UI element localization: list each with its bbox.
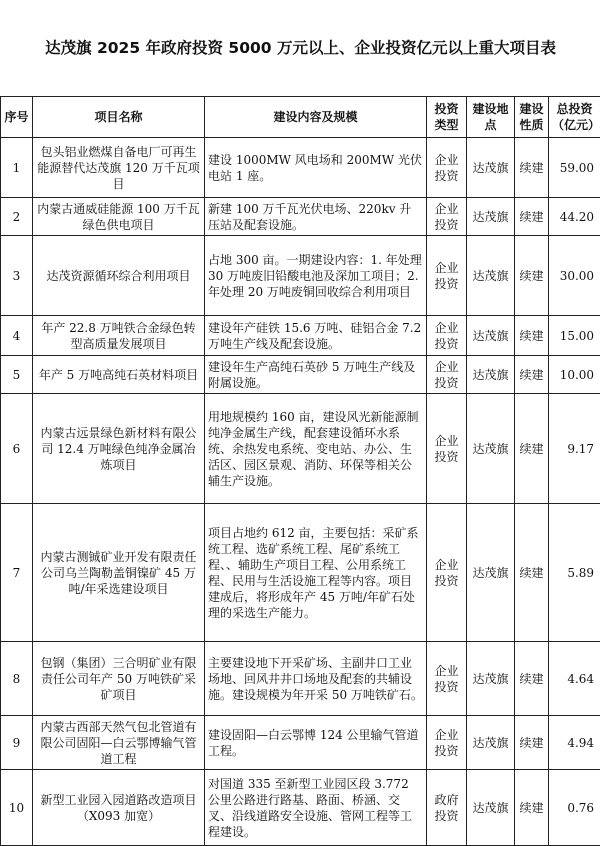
cell-nature: 续建 bbox=[515, 504, 549, 642]
cell-name: 内蒙古远景绿色新材料有限公司 12.4 万吨绿色纯净金属冶炼项目 bbox=[33, 394, 205, 504]
cell-content: 新建 100 万千瓦光伏电场、220kv 升压站及配套设施。 bbox=[205, 198, 427, 236]
cell-total: 10.00 bbox=[549, 356, 600, 394]
table-row bbox=[1, 198, 600, 236]
cell-invest-type: 企业投资 bbox=[427, 236, 467, 316]
cell-location: 达茂旗 bbox=[467, 716, 515, 770]
table-row bbox=[1, 770, 600, 846]
cell-content: 建设固阳—白云鄂博 124 公里输气管道工程。 bbox=[205, 716, 427, 770]
cell-invest-type: 企业投资 bbox=[427, 356, 467, 394]
cell-location: 达茂旗 bbox=[467, 236, 515, 316]
cell-location: 达茂旗 bbox=[467, 504, 515, 642]
cell-name: 达茂资源循环综合利用项目 bbox=[33, 236, 205, 316]
table-row bbox=[1, 316, 600, 356]
table-row bbox=[1, 236, 600, 316]
cell-name: 内蒙古西部天然气包北管道有限公司固阳—白云鄂博输气管道工程 bbox=[33, 716, 205, 770]
table-row bbox=[1, 504, 600, 642]
cell-total: 44.20 bbox=[549, 198, 600, 236]
header-nature: 建设性质 bbox=[515, 97, 549, 138]
cell-no: 4 bbox=[1, 316, 33, 356]
cell-no: 1 bbox=[1, 138, 33, 198]
cell-location: 达茂旗 bbox=[467, 198, 515, 236]
cell-content: 主要建设地下开采矿场、主副井口工业场地、回风井井口场地及配套的共辅设施。建设规模为年开采 50 万吨铁矿石。 bbox=[205, 642, 427, 716]
header-location: 建设地点 bbox=[467, 97, 515, 138]
cell-total: 5.89 bbox=[549, 504, 600, 642]
header-row bbox=[1, 97, 600, 138]
page-title: 达茂旗 2025 年政府投资 5000 万元以上、企业投资亿元以上重大项目表 bbox=[1, 0, 600, 97]
cell-invest-type: 企业投资 bbox=[427, 394, 467, 504]
cell-location: 达茂旗 bbox=[467, 394, 515, 504]
cell-total: 59.00 bbox=[549, 138, 600, 198]
cell-nature: 续建 bbox=[515, 770, 549, 846]
cell-total: 30.00 bbox=[549, 236, 600, 316]
cell-total: 0.76 bbox=[549, 770, 600, 846]
cell-no: 2 bbox=[1, 198, 33, 236]
table-row bbox=[1, 356, 600, 394]
cell-no: 10 bbox=[1, 770, 33, 846]
cell-invest-type: 企业投资 bbox=[427, 504, 467, 642]
title-row bbox=[1, 0, 600, 97]
cell-invest-type: 企业投资 bbox=[427, 642, 467, 716]
cell-location: 达茂旗 bbox=[467, 642, 515, 716]
cell-no: 5 bbox=[1, 356, 33, 394]
table-row bbox=[1, 394, 600, 504]
header-invest-type: 投资类型 bbox=[427, 97, 467, 138]
cell-no: 9 bbox=[1, 716, 33, 770]
cell-total: 4.64 bbox=[549, 642, 600, 716]
table-row bbox=[1, 138, 600, 198]
cell-no: 3 bbox=[1, 236, 33, 316]
cell-content: 占地 300 亩。一期建设内容：1. 年处理 30 万吨废旧铅酸电池及深加工项目；2. 年处理 20 万吨废铜回收综合利用项目 bbox=[205, 236, 427, 316]
cell-location: 达茂旗 bbox=[467, 138, 515, 198]
cell-name: 包头铝业燃煤自备电厂可再生能源替代达茂旗 120 万千瓦项目 bbox=[33, 138, 205, 198]
cell-nature: 续建 bbox=[515, 356, 549, 394]
table-row bbox=[1, 716, 600, 770]
header-total: 总投资（亿元） bbox=[549, 97, 600, 138]
cell-content: 用地规模约 160 亩，建设风光新能源制纯净金属生产线，配套建设循环水系统、余热发电系统、变电站、办公、生活区、园区景观、消防、环保等相关公辅生产设施。 bbox=[205, 394, 427, 504]
cell-no: 7 bbox=[1, 504, 33, 642]
cell-name: 内蒙古通威硅能源 100 万千瓦绿色供电项目 bbox=[33, 198, 205, 236]
cell-content: 建设年生产高纯石英砂 5 万吨生产线及附属设施。 bbox=[205, 356, 427, 394]
cell-location: 达茂旗 bbox=[467, 316, 515, 356]
header-no: 序号 bbox=[1, 97, 33, 138]
cell-content: 建设 1000MW 风电场和 200MW 光伏电站 1 座。 bbox=[205, 138, 427, 198]
cell-location: 达茂旗 bbox=[467, 356, 515, 394]
cell-total: 4.94 bbox=[549, 716, 600, 770]
cell-nature: 续建 bbox=[515, 316, 549, 356]
cell-name: 年产 22.8 万吨铁合金绿色转型高质量发展项目 bbox=[33, 316, 205, 356]
cell-content: 项目占地约 612 亩，主要包括：采矿系统工程、选矿系统工程、尾矿系统工程、、辅助生产项目工程、公用系统工程、民用与生活设施工程等内容。项目建成后，将形成年产 45 万吨/年矿石处理的采选生产能力。 bbox=[205, 504, 427, 642]
cell-name: 包钢（集团）三合明矿业有限责任公司年产 50 万吨铁矿采矿项目 bbox=[33, 642, 205, 716]
cell-invest-type: 政府投资 bbox=[427, 770, 467, 846]
cell-total: 15.00 bbox=[549, 316, 600, 356]
cell-total: 9.17 bbox=[549, 394, 600, 504]
cell-no: 8 bbox=[1, 642, 33, 716]
cell-location: 达茂旗 bbox=[467, 770, 515, 846]
cell-content: 建设年产硅铁 15.6 万吨、硅铝合金 7.2 万吨生产线及配套设施。 bbox=[205, 316, 427, 356]
cell-nature: 续建 bbox=[515, 642, 549, 716]
cell-nature: 续建 bbox=[515, 394, 549, 504]
cell-nature: 续建 bbox=[515, 236, 549, 316]
table-row bbox=[1, 642, 600, 716]
cell-invest-type: 企业投资 bbox=[427, 716, 467, 770]
header-content: 建设内容及规模 bbox=[205, 97, 427, 138]
cell-nature: 续建 bbox=[515, 198, 549, 236]
cell-invest-type: 企业投资 bbox=[427, 316, 467, 356]
cell-name: 内蒙古测铖矿业开发有限责任公司乌兰陶勒盖铜镍矿 45 万吨/年采选建设项目 bbox=[33, 504, 205, 642]
cell-no: 6 bbox=[1, 394, 33, 504]
cell-name: 新型工业园入园道路改造项目（X093 加宽） bbox=[33, 770, 205, 846]
cell-invest-type: 企业投资 bbox=[427, 138, 467, 198]
header-name: 项目名称 bbox=[33, 97, 205, 138]
cell-nature: 续建 bbox=[515, 716, 549, 770]
cell-name: 年产 5 万吨高纯石英材料项目 bbox=[33, 356, 205, 394]
cell-nature: 续建 bbox=[515, 138, 549, 198]
cell-content: 对国道 335 至新型工业园区段 3.772 公里公路进行路基、路面、桥涵、交叉、沿线道路安全设施、管网工程等工程建设。 bbox=[205, 770, 427, 846]
cell-invest-type: 企业投资 bbox=[427, 198, 467, 236]
